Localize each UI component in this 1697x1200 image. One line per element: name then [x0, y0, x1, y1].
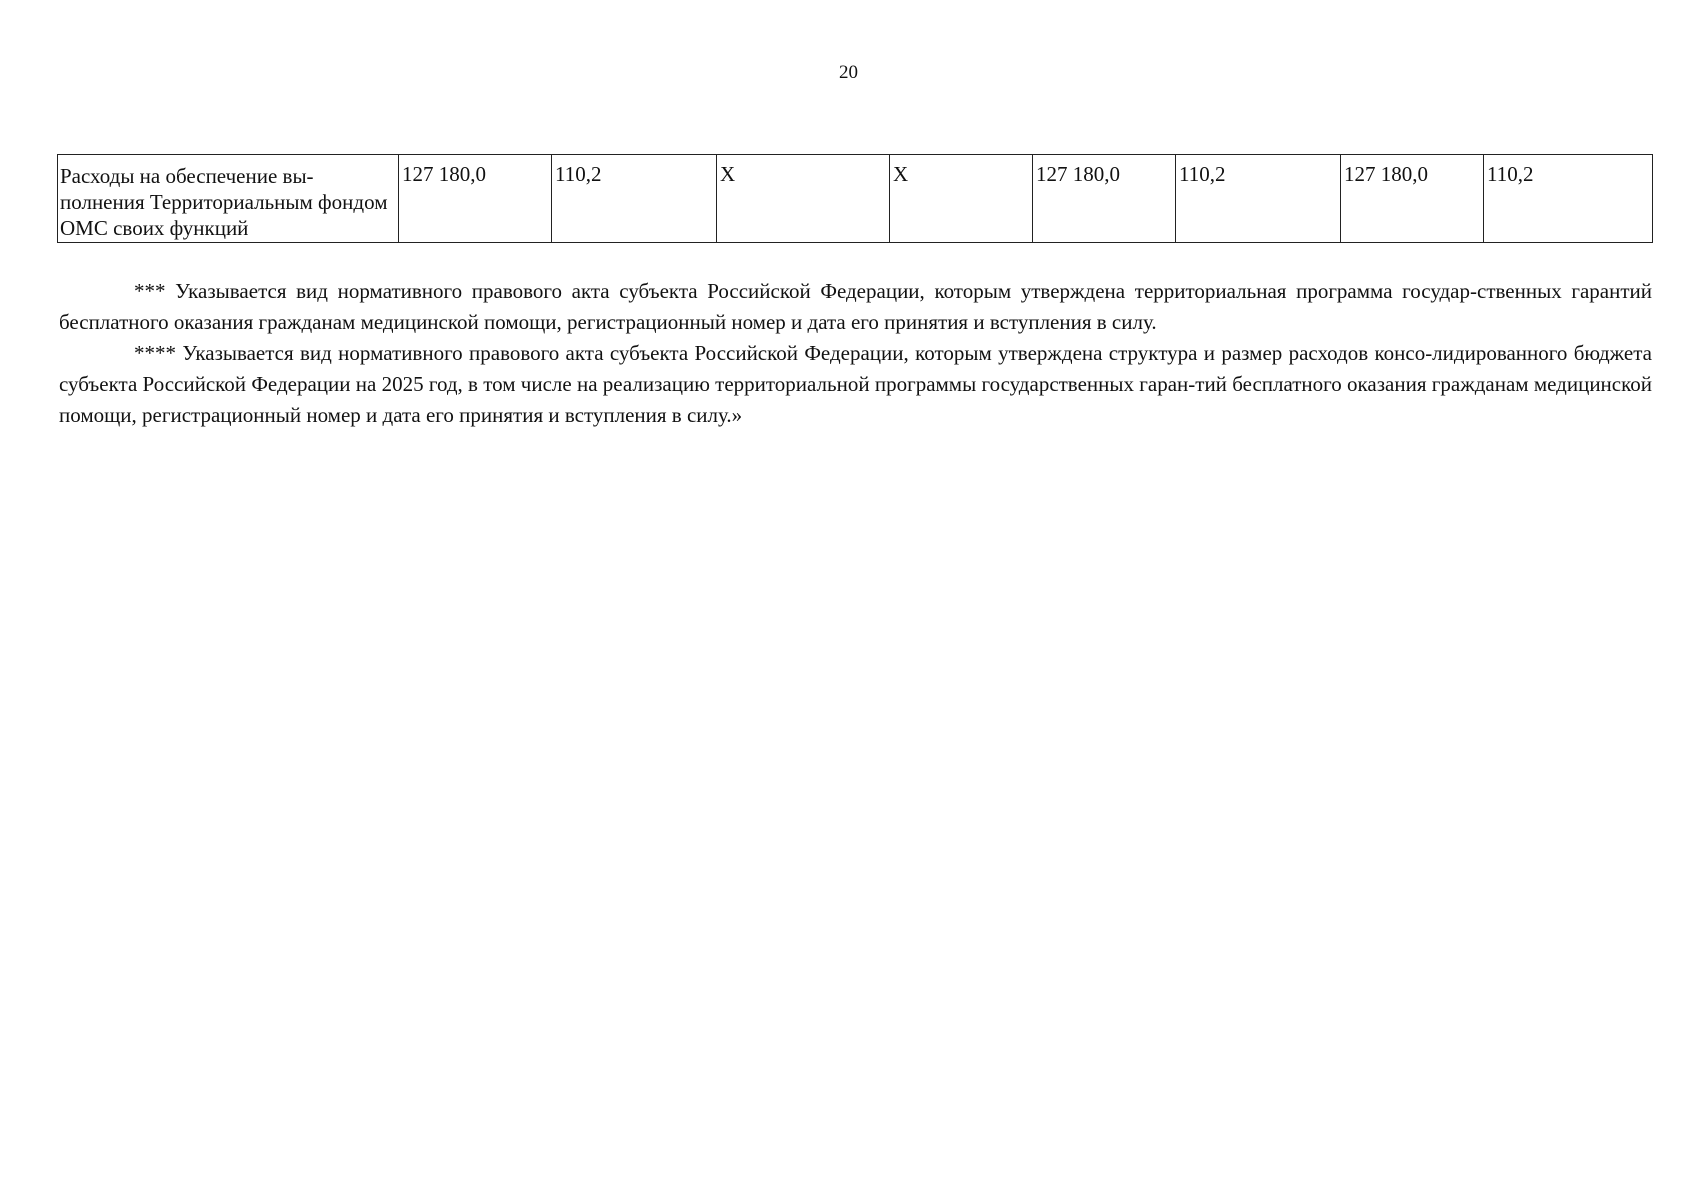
table-cell: 127 180,0 — [1033, 155, 1176, 243]
table-row — [58, 155, 1653, 243]
page-number: 20 — [839, 62, 858, 83]
footnote-triple-star: *** Указывается вид нормативного правового акта субъекта Российской Федерации, которым утверждена территориальная программа государ-ственных гарантий бесплатного оказания гражданам медицинской помощи, регистрационный номер и дата его принятия и вступления в силу. — [59, 279, 1652, 334]
table-cell: 110,2 — [552, 155, 717, 243]
table-cell: 127 180,0 — [399, 155, 552, 243]
table-cell: X — [717, 155, 890, 243]
footnotes — [59, 276, 1652, 431]
row-label-cell: Расходы на обеспечение вы-полнения Территориальным фондом ОМС своих функций — [58, 155, 399, 243]
expenses-table — [57, 154, 1653, 243]
table-cell: 127 180,0 — [1341, 155, 1484, 243]
table-cell: X — [890, 155, 1033, 243]
table-cell: 110,2 — [1484, 155, 1653, 243]
table-cell: 110,2 — [1176, 155, 1341, 243]
footnote-quad-star: **** Указывается вид нормативного правового акта субъекта Российской Федерации, которым утверждена структура и размер расходов консо-лидированного бюджета субъекта Российской Федерации на 2025 год, в том числе на реализацию территориальной программы государственных гаран-тий бесплатного оказания гражданам медицинской помощи, регистрационный номер и дата его принятия и вступления в силу.» — [59, 341, 1652, 427]
